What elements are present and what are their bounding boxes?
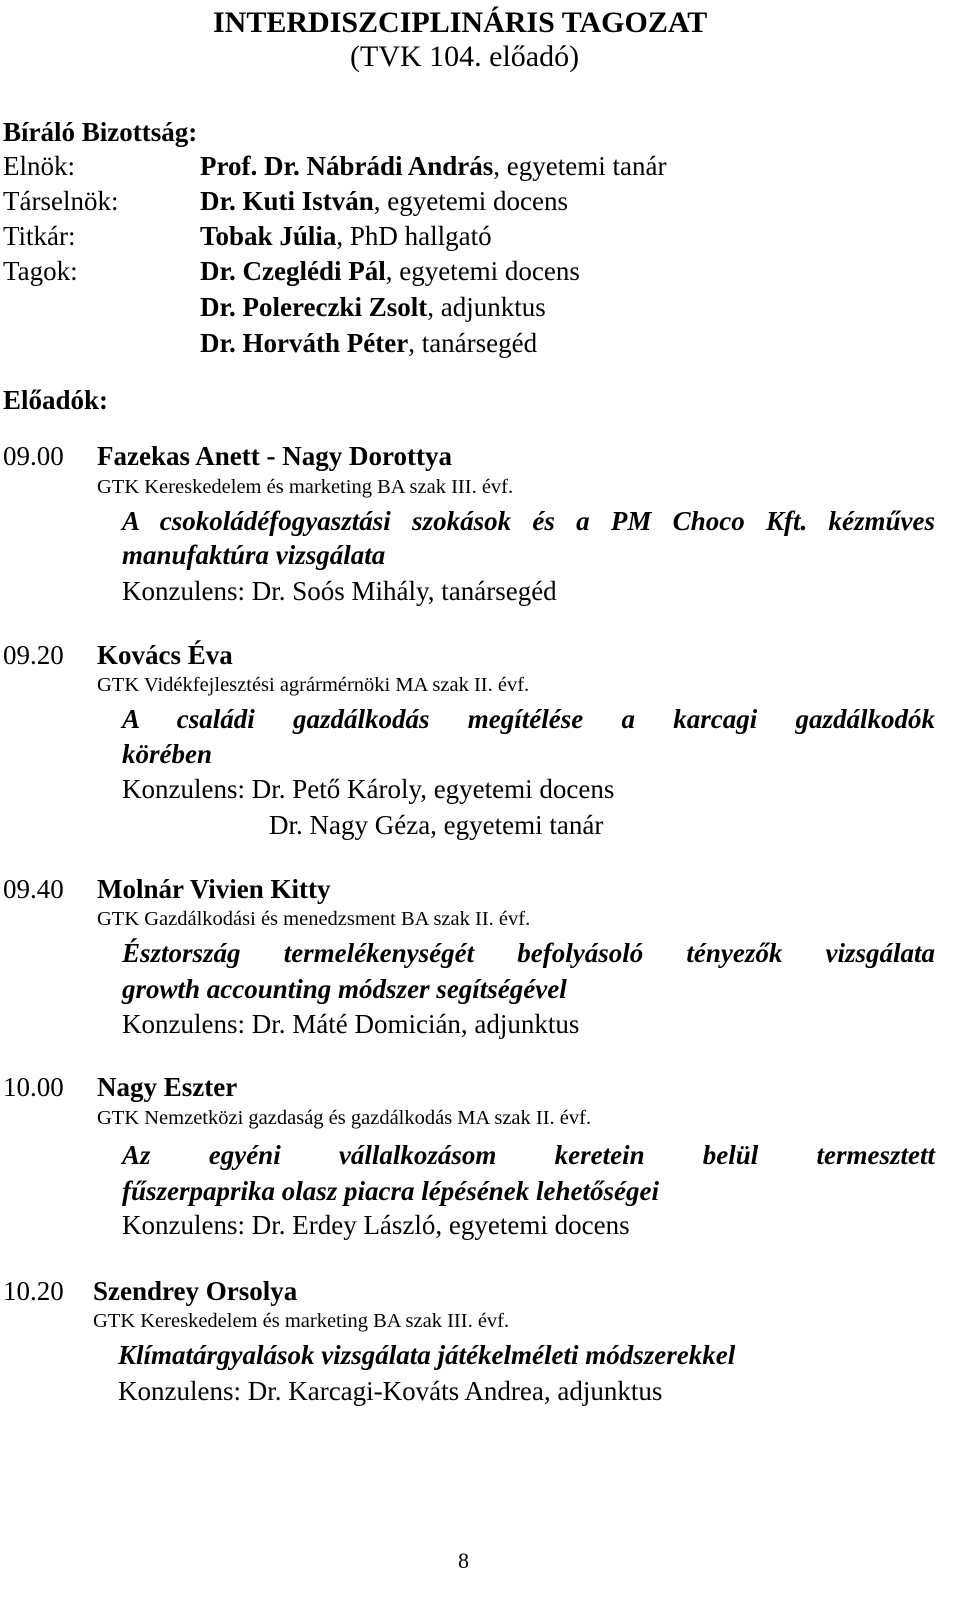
secretary-entry	[200, 223, 492, 250]
venue: (TVK 104. előadó)	[350, 40, 580, 73]
talk-program: GTK Gazdálkodási és menedzsment BA szak II. évf.	[97, 908, 531, 930]
talk-title: Észtország termelékenységét befolyásoló tényezők vizsgálata	[122, 938, 935, 968]
talk-time: 09.40	[3, 874, 64, 904]
member-entry	[200, 294, 546, 321]
secretary-label: Titkár:	[3, 221, 76, 251]
cochair-label: Társelnök:	[3, 186, 119, 216]
talk-supervisor: Konzulens: Dr. Pető Károly, egyetemi docens	[122, 774, 615, 804]
talk-supervisor: Konzulens: Dr. Erdey László, egyetemi docens	[122, 1210, 630, 1240]
talk-time: 10.00	[3, 1072, 64, 1102]
member-entry	[200, 258, 580, 285]
talk-title-cont: growth accounting módszer segítségével	[122, 974, 567, 1004]
talk-time: 09.20	[3, 640, 64, 670]
section-title: INTERDISZCIPLINÁRIS TAGOZAT	[213, 6, 708, 39]
member-name: Dr. Polereczki Zsolt	[200, 292, 428, 322]
talk-title: Az egyéni vállalkozásom keretein belül termesztett	[122, 1140, 935, 1170]
talk-presenter: Kovács Éva	[97, 640, 233, 670]
chair-entry	[200, 153, 666, 180]
member-name: Dr. Czeglédi Pál	[200, 256, 386, 286]
talk-time: 10.20	[3, 1276, 64, 1306]
talk-title-cont: fűszerpaprika olasz piacra lépésének lehetőségei	[122, 1176, 659, 1206]
talk-presenter: Fazekas Anett - Nagy Dorottya	[97, 441, 452, 471]
talk-time: 09.00	[3, 441, 64, 471]
talk-title-cont: körében	[122, 739, 212, 769]
presenters-heading: Előadók:	[3, 385, 109, 415]
talk-presenter: Molnár Vivien Kitty	[97, 874, 331, 904]
talk-supervisor: Konzulens: Dr. Máté Domicián, adjunktus	[122, 1009, 580, 1039]
member-title: , adjunktus	[427, 292, 546, 322]
member-entry	[200, 330, 537, 357]
cochair-entry	[200, 188, 568, 215]
talk-supervisor: Konzulens: Dr. Soós Mihály, tanársegéd	[122, 576, 557, 606]
talk-program: GTK Kereskedelem és marketing BA szak III. évf.	[97, 476, 514, 498]
talk-program: GTK Vidékfejlesztési agrármérnöki MA szak II. évf.	[97, 674, 530, 696]
secretary-name: Tobak Júlia	[200, 221, 337, 251]
cochair-title: , egyetemi docens	[373, 186, 568, 216]
talk-title-cont: manufaktúra vizsgálata	[122, 540, 386, 570]
committee-heading: Bíráló Bizottság:	[3, 117, 198, 147]
chair-title: , egyetemi tanár	[493, 151, 667, 181]
talk-supervisor: Konzulens: Dr. Karcagi-Kováts Andrea, adjunktus	[118, 1376, 663, 1406]
member-title: , egyetemi docens	[385, 256, 580, 286]
cochair-name: Dr. Kuti István	[200, 186, 374, 216]
talk-presenter: Szendrey Orsolya	[93, 1276, 298, 1306]
talk-supervisor-2: Dr. Nagy Géza, egyetemi tanár	[269, 810, 604, 840]
talk-title: Klímatárgyalások vizsgálata játékelméleti módszerekkel	[118, 1340, 736, 1370]
chair-label: Elnök:	[3, 151, 75, 181]
member-title: , tanársegéd	[408, 328, 538, 358]
members-label: Tagok:	[3, 256, 78, 286]
talk-presenter: Nagy Eszter	[97, 1072, 238, 1102]
member-name: Dr. Horváth Péter	[200, 328, 409, 358]
talk-title: A családi gazdálkodás megítélése a karcagi gazdálkodók	[122, 704, 935, 734]
chair-name: Prof. Dr. Nábrádi András	[200, 151, 494, 181]
talk-program: GTK Kereskedelem és marketing BA szak III. évf.	[93, 1310, 510, 1332]
talk-title: A csokoládéfogyasztási szokások és a PM Choco Kft. kézműves	[122, 506, 935, 536]
page-number: 8	[458, 1548, 469, 1573]
secretary-title: , PhD hallgató	[336, 221, 492, 251]
talk-program: GTK Nemzetközi gazdaság és gazdálkodás MA szak II. évf.	[97, 1107, 592, 1129]
